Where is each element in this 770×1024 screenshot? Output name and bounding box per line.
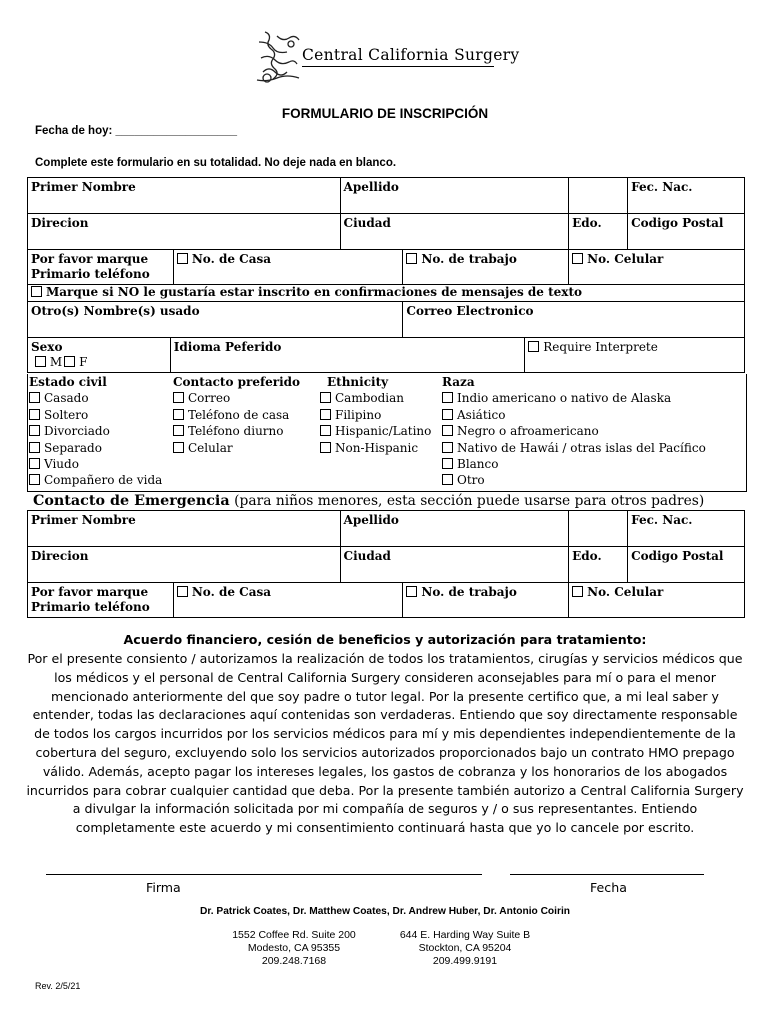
- logo: [255, 28, 520, 86]
- home-phone-option[interactable]: No. de Casa: [173, 250, 403, 285]
- agreement-line: incurridos para cobrar cualquier cantidad que deba. Por la presente también autorizo a Central California Surgery: [26, 782, 744, 798]
- checkbox[interactable]: [177, 253, 188, 264]
- agreement-line: entender, todas las declaraciones aquí contenidas son verdaderas. Entiendo que soy directamente responsable: [32, 707, 738, 723]
- signature-label: Firma: [146, 880, 181, 895]
- office-stockton: 644 E. Harding Way Suite B Stockton, CA 95204 209.499.9191: [399, 929, 531, 967]
- date-field[interactable]: Fecha de hoy: ___________________: [35, 125, 238, 137]
- contact-pref-option[interactable]: Correo: [173, 390, 300, 406]
- checkbox[interactable]: [29, 425, 40, 436]
- email-field[interactable]: Correo Electronico: [403, 302, 745, 338]
- form-title: FORMULARIO DE INSCRIPCIÓN: [281, 106, 489, 121]
- checkbox[interactable]: [320, 392, 331, 403]
- dob-field[interactable]: Fec. Nac.: [628, 178, 745, 214]
- checkbox[interactable]: [442, 392, 453, 403]
- last-name-field[interactable]: Apellido: [340, 178, 569, 214]
- ec-work-phone-option[interactable]: No. de trabajo: [403, 583, 569, 618]
- language-field[interactable]: Idioma Peferido: [170, 338, 524, 373]
- checkbox[interactable]: [406, 586, 417, 597]
- surgeon-logo-icon: [255, 28, 303, 84]
- checkbox[interactable]: [173, 392, 184, 403]
- office-modesto: 1552 Coffee Rd. Suite 200 Modesto, CA 95355 209.248.7168: [232, 929, 356, 967]
- ec-first-name-field[interactable]: Primer Nombre: [28, 511, 341, 547]
- doctors-list: Dr. Patrick Coates, Dr. Matthew Coates, Dr. Andrew Huber, Dr. Antonio Coirin: [199, 906, 571, 917]
- checkbox[interactable]: [320, 425, 331, 436]
- logo-text: Central California Surgery: [302, 46, 520, 64]
- demographics-table: [27, 337, 745, 373]
- revision: Rev. 2/5/21: [35, 981, 81, 991]
- marital-option[interactable]: Viudo: [29, 456, 162, 472]
- instructions: Complete este formulario en su totalidad. No deje nada en blanco.: [35, 157, 397, 169]
- checkbox[interactable]: [29, 392, 40, 403]
- checkbox[interactable]: [29, 458, 40, 469]
- ethnicity-option[interactable]: Non-Hispanic: [320, 440, 431, 456]
- checkbox[interactable]: [320, 442, 331, 453]
- date-label: Fecha: [590, 880, 627, 895]
- blank-cell[interactable]: [569, 511, 628, 547]
- agreement-line: completamente este acuerdo y mi consentimiento continuará hasta que yo lo cancele por escrito.: [75, 820, 695, 836]
- text-optout-option[interactable]: Marque si NO le gustaría estar inscrito en confirmaciones de mensajes de texto: [28, 285, 745, 302]
- ec-last-name-field[interactable]: Apellido: [340, 511, 569, 547]
- checkbox[interactable]: [320, 409, 331, 420]
- checkbox[interactable]: [572, 253, 583, 264]
- checkbox[interactable]: [177, 586, 188, 597]
- checkbox[interactable]: [442, 425, 453, 436]
- ec-dob-field[interactable]: Fec. Nac.: [628, 511, 745, 547]
- marital-status-list: Estado civil Casado Soltero Divorciado Separado Viudo Compañero de vida: [29, 375, 163, 488]
- agreement-title: Acuerdo financiero, cesión de beneficios y autorización para tratamiento:: [123, 632, 647, 647]
- marital-option[interactable]: Casado: [29, 390, 162, 406]
- ec-phone-pref-label: Por favor marque Primario teléfono: [28, 583, 174, 618]
- state-field[interactable]: Edo.: [569, 214, 628, 250]
- contact-pref-option[interactable]: Teléfono de casa: [173, 407, 300, 423]
- checkbox[interactable]: [442, 409, 453, 420]
- date-line[interactable]: [510, 874, 704, 875]
- patient-info-table: [27, 177, 745, 338]
- contact-pref-list: Contacto preferido Correo Teléfono de casa Teléfono diurno Celular: [173, 375, 301, 455]
- first-name-field[interactable]: Primer Nombre: [28, 178, 341, 214]
- marital-option[interactable]: Divorciado: [29, 423, 162, 439]
- marital-option[interactable]: Compañero de vida: [29, 472, 162, 488]
- ec-state-field[interactable]: Edo.: [569, 547, 628, 583]
- checkbox[interactable]: [406, 253, 417, 264]
- checkbox[interactable]: [173, 442, 184, 453]
- checkbox[interactable]: [442, 474, 453, 485]
- signature-line[interactable]: [46, 874, 482, 875]
- race-option[interactable]: Asiático: [442, 407, 706, 423]
- zip-field[interactable]: Codigo Postal: [628, 214, 745, 250]
- agreement-text: [20, 650, 750, 838]
- blank-cell[interactable]: [569, 178, 628, 214]
- checkbox[interactable]: [31, 286, 42, 297]
- agreement-line: cobertura del seguro, excluyendo solo los servicios autorizados proporcionados bajo un contrato HMO prepago: [35, 744, 735, 760]
- ec-address-field[interactable]: Direcion: [28, 547, 341, 583]
- race-option[interactable]: Negro o afroamericano: [442, 423, 706, 439]
- ec-home-phone-option[interactable]: No. de Casa: [173, 583, 403, 618]
- options-section: [27, 374, 747, 492]
- race-option[interactable]: Nativo de Hawái / otras islas del Pacífico: [442, 440, 706, 456]
- checkbox[interactable]: [29, 409, 40, 420]
- agreement-line: mencionado anteriormente del que soy padre o tutor legal. Por la presente certifico que, a mi leal saber y: [51, 688, 719, 704]
- checkbox[interactable]: [442, 442, 453, 453]
- city-field[interactable]: Ciudad: [340, 214, 569, 250]
- checkbox[interactable]: [528, 341, 539, 352]
- checkbox[interactable]: [572, 586, 583, 597]
- ec-zip-field[interactable]: Codigo Postal: [628, 547, 745, 583]
- checkbox[interactable]: [29, 442, 40, 453]
- sex-field[interactable]: Sexo M F: [28, 338, 171, 373]
- agreement-line: de todos los cargos incurridos por los servicios médicos para mí y mis dependientes independientemente de la: [34, 726, 736, 742]
- cell-phone-option[interactable]: No. Celular: [569, 250, 745, 285]
- ec-city-field[interactable]: Ciudad: [340, 547, 569, 583]
- address-field[interactable]: Direcion: [28, 214, 341, 250]
- agreement-line: Por el presente consiento / autorizamos la realización de todos los tratamientos, cirugías y servicios médicos que: [27, 651, 743, 666]
- checkbox[interactable]: [29, 474, 40, 485]
- other-names-field[interactable]: Otro(s) Nombre(s) usado: [28, 302, 403, 338]
- ethnicity-option[interactable]: Filipino: [320, 407, 431, 423]
- race-option[interactable]: Indio americano o nativo de Alaska: [442, 390, 706, 406]
- race-option[interactable]: Blanco: [442, 456, 706, 472]
- ethnicity-option[interactable]: Cambodian: [320, 390, 431, 406]
- ethnicity-option[interactable]: Hispanic/Latino: [320, 423, 431, 439]
- ec-cell-phone-option[interactable]: No. Celular: [569, 583, 745, 618]
- agreement-line: válido. Además, acepto pagar los intereses legales, los gastos de cobranza y los honorarios de los abogados: [42, 763, 728, 779]
- phone-pref-label: Por favor marque Primario teléfono: [28, 250, 174, 285]
- checkbox[interactable]: [173, 409, 184, 420]
- emergency-heading: Contacto de Emergencia (para niños menores, esta sección puede usarse para otros padres): [33, 493, 705, 509]
- agreement-line: los médicos y el personal de Central California Surgery consideren aconsejables para mí o para el menor: [54, 669, 716, 685]
- ethnicity-list: Ethnicity Cambodian Filipino Hispanic/Latino Non-Hispanic: [320, 374, 431, 456]
- checkbox[interactable]: [64, 356, 75, 367]
- checkbox[interactable]: [35, 356, 46, 367]
- marital-option[interactable]: Separado: [29, 440, 162, 456]
- checkbox[interactable]: [442, 458, 453, 469]
- marital-option[interactable]: Soltero: [29, 407, 162, 423]
- contact-pref-option[interactable]: Celular: [173, 440, 300, 456]
- race-list: Raza Indio americano o nativo de Alaska Asiático Negro o afroamericano Nativo de Hawái / otras islas del Pacífico Blanco Otro: [442, 375, 706, 488]
- work-phone-option[interactable]: No. de trabajo: [403, 250, 569, 285]
- checkbox[interactable]: [173, 425, 184, 436]
- emergency-contact-table: [27, 510, 745, 618]
- interpreter-option[interactable]: Require Interprete: [525, 338, 745, 373]
- contact-pref-option[interactable]: Teléfono diurno: [173, 423, 300, 439]
- race-option[interactable]: Otro: [442, 472, 706, 488]
- agreement-line: a divulgar la información solicitada por mi compañía de seguros y / o sus representantes. Entiendo: [72, 801, 698, 817]
